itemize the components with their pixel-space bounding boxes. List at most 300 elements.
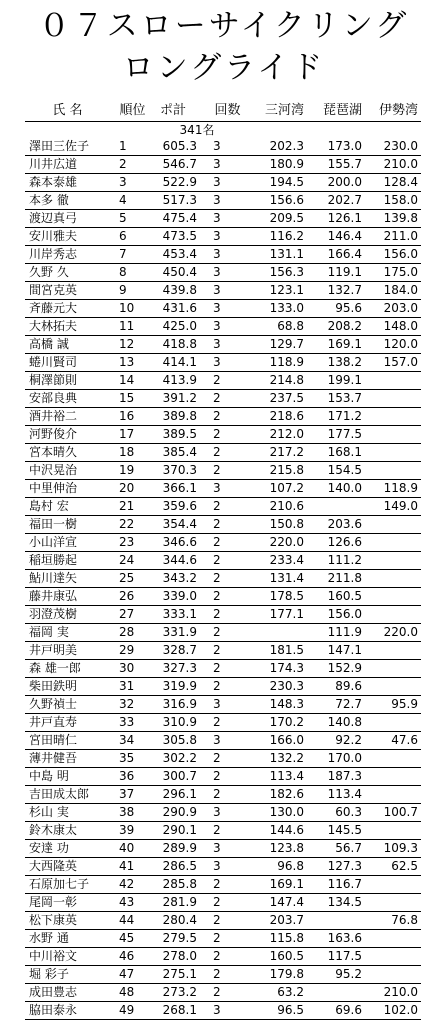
cell-count: 2 [207,444,245,462]
cell-name: 川井広道 [25,156,109,174]
cell-mikawa-bay: 123.8 [245,840,307,858]
cell-rank: 11 [109,318,149,336]
cell-mikawa-bay: 218.6 [245,408,307,426]
table-row [25,750,421,768]
cell-mikawa-bay: 203.7 [245,912,307,930]
table-row [25,570,421,588]
cell-rank: 15 [109,390,149,408]
cell-lake-biwa: 56.7 [307,840,365,858]
cell-ise-bay [365,930,421,948]
cell-count: 2 [207,912,245,930]
cell-count: 3 [207,210,245,228]
cell-rank: 47 [109,966,149,984]
cell-name: 福岡 実 [25,624,109,642]
cell-lake-biwa: 132.7 [307,282,365,300]
cell-count: 3 [207,696,245,714]
cell-lake-biwa: 171.2 [307,408,365,426]
cell-ise-bay [365,426,421,444]
cell-mikawa-bay: 230.3 [245,678,307,696]
table-row [25,966,421,984]
cell-name: 安部良典 [25,390,109,408]
cell-name: 小山洋宣 [25,534,109,552]
table-row [25,840,421,858]
total-entrants: 341名 [179,123,215,137]
cell-rank: 26 [109,588,149,606]
cell-points: 280.4 [149,912,207,930]
cell-ise-bay: 211.0 [365,228,421,246]
cell-lake-biwa: 138.2 [307,354,365,372]
cell-mikawa-bay: 156.3 [245,264,307,282]
cell-ise-bay: 203.0 [365,300,421,318]
cell-points: 346.6 [149,534,207,552]
cell-lake-biwa: 89.6 [307,678,365,696]
cell-points: 331.9 [149,624,207,642]
cell-rank: 18 [109,444,149,462]
cell-rank: 4 [109,192,149,210]
table-row [25,156,421,174]
cell-points: 546.7 [149,156,207,174]
cell-mikawa-bay: 214.8 [245,372,307,390]
cell-rank: 28 [109,624,149,642]
cell-points: 290.9 [149,804,207,822]
cell-points: 316.9 [149,696,207,714]
cell-name: 斉藤元大 [25,300,109,318]
cell-ise-bay [365,606,421,624]
cell-points: 275.1 [149,966,207,984]
header-name: 氏 名 [25,100,109,122]
cell-rank: 39 [109,822,149,840]
results-table [25,100,421,1020]
cell-mikawa-bay: 212.0 [245,426,307,444]
cell-count: 3 [207,858,245,876]
cell-lake-biwa: 187.3 [307,768,365,786]
cell-ise-bay: 158.0 [365,192,421,210]
cell-count: 2 [207,966,245,984]
cell-count: 3 [207,300,245,318]
cell-count: 3 [207,840,245,858]
cell-ise-bay: 148.0 [365,318,421,336]
cell-points: 453.4 [149,246,207,264]
cell-name: 杉山 実 [25,804,109,822]
cell-ise-bay: 230.0 [365,138,421,156]
cell-ise-bay: 139.8 [365,210,421,228]
cell-name: 中里伸治 [25,480,109,498]
cell-rank: 40 [109,840,149,858]
cell-ise-bay: 76.8 [365,912,421,930]
cell-name: 堀 彩子 [25,966,109,984]
cell-rank: 48 [109,984,149,1002]
cell-rank: 27 [109,606,149,624]
cell-ise-bay [365,876,421,894]
cell-ise-bay: 210.0 [365,156,421,174]
cell-lake-biwa: 134.5 [307,894,365,912]
cell-points: 391.2 [149,390,207,408]
page-title-line-1: ０７スローサイクリング [38,8,410,44]
cell-name: 安川雅夫 [25,228,109,246]
cell-lake-biwa: 177.5 [307,426,365,444]
cell-points: 389.8 [149,408,207,426]
cell-count: 3 [207,156,245,174]
cell-count: 3 [207,354,245,372]
table-row [25,336,421,354]
cell-name: 間宮克英 [25,282,109,300]
cell-rank: 13 [109,354,149,372]
table-row [25,300,421,318]
cell-ise-bay: 156.0 [365,246,421,264]
cell-count: 3 [207,138,245,156]
header-lake-biwa: 琵琶湖 [307,100,365,122]
cell-name: 羽澄茂樹 [25,606,109,624]
cell-name: 石原加七子 [25,876,109,894]
cell-points: 328.7 [149,642,207,660]
cell-rank: 35 [109,750,149,768]
cell-lake-biwa [307,912,365,930]
cell-mikawa-bay: 178.5 [245,588,307,606]
cell-lake-biwa: 119.1 [307,264,365,282]
cell-lake-biwa: 202.7 [307,192,365,210]
cell-points: 475.4 [149,210,207,228]
cell-rank: 22 [109,516,149,534]
cell-mikawa-bay: 68.8 [245,318,307,336]
cell-rank: 20 [109,480,149,498]
cell-points: 290.1 [149,822,207,840]
header-rank: 順位 [109,100,149,122]
table-row [25,264,421,282]
cell-points: 302.2 [149,750,207,768]
cell-rank: 17 [109,426,149,444]
cell-points: 370.3 [149,462,207,480]
cell-lake-biwa: 155.7 [307,156,365,174]
table-row [25,948,421,966]
cell-points: 439.8 [149,282,207,300]
table-row [25,210,421,228]
cell-name: 中島 明 [25,768,109,786]
cell-lake-biwa: 160.5 [307,588,365,606]
cell-ise-bay [365,642,421,660]
table-row [25,696,421,714]
cell-rank: 6 [109,228,149,246]
table-row [25,588,421,606]
cell-rank: 2 [109,156,149,174]
cell-ise-bay [365,408,421,426]
cell-lake-biwa: 163.6 [307,930,365,948]
cell-ise-bay: 128.4 [365,174,421,192]
table-header-row [25,100,421,122]
cell-mikawa-bay: 160.5 [245,948,307,966]
cell-points: 605.3 [149,138,207,156]
cell-rank: 12 [109,336,149,354]
cell-ise-bay: 210.0 [365,984,421,1002]
cell-mikawa-bay: 130.0 [245,804,307,822]
cell-count: 2 [207,534,245,552]
cell-name: 酒井裕二 [25,408,109,426]
cell-points: 450.4 [149,264,207,282]
table-row [25,1002,421,1020]
cell-mikawa-bay: 233.4 [245,552,307,570]
cell-points: 359.6 [149,498,207,516]
cell-points: 273.2 [149,984,207,1002]
cell-count: 2 [207,786,245,804]
cell-rank: 45 [109,930,149,948]
cell-name: 本多 徹 [25,192,109,210]
cell-mikawa-bay: 131.4 [245,570,307,588]
cell-points: 296.1 [149,786,207,804]
table-row [25,228,421,246]
cell-mikawa-bay: 123.1 [245,282,307,300]
table-row [25,480,421,498]
cell-mikawa-bay: 181.5 [245,642,307,660]
cell-name: 澤田三佐子 [25,138,109,156]
cell-name: 柴田鉄明 [25,678,109,696]
cell-ise-bay [365,768,421,786]
cell-lake-biwa: 92.2 [307,732,365,750]
cell-lake-biwa: 140.8 [307,714,365,732]
cell-points: 344.6 [149,552,207,570]
cell-count: 2 [207,930,245,948]
cell-name: 高橋 誠 [25,336,109,354]
cell-name: 森 雄一郎 [25,660,109,678]
table-row [25,174,421,192]
cell-count: 3 [207,264,245,282]
cell-rank: 42 [109,876,149,894]
cell-points: 522.9 [149,174,207,192]
table-row [25,534,421,552]
cell-ise-bay: 95.9 [365,696,421,714]
cell-mikawa-bay: 215.8 [245,462,307,480]
cell-count: 3 [207,480,245,498]
cell-mikawa-bay: 107.2 [245,480,307,498]
cell-rank: 21 [109,498,149,516]
table-row [25,444,421,462]
cell-points: 339.0 [149,588,207,606]
cell-count: 2 [207,642,245,660]
cell-mikawa-bay: 147.4 [245,894,307,912]
cell-ise-bay: 118.9 [365,480,421,498]
cell-count: 2 [207,894,245,912]
cell-ise-bay [365,444,421,462]
header-count: 回数 [207,100,245,122]
cell-count: 2 [207,714,245,732]
cell-count: 2 [207,426,245,444]
cell-ise-bay: 149.0 [365,498,421,516]
cell-count: 2 [207,552,245,570]
header-points: ポ計 [149,100,207,122]
table-row [25,804,421,822]
cell-rank: 36 [109,768,149,786]
cell-count: 2 [207,588,245,606]
table-row [25,912,421,930]
cell-mikawa-bay [245,624,307,642]
cell-lake-biwa: 152.9 [307,660,365,678]
cell-name: 安達 功 [25,840,109,858]
table-row [25,642,421,660]
cell-rank: 44 [109,912,149,930]
cell-mikawa-bay: 131.1 [245,246,307,264]
cell-name: 吉田成太郎 [25,786,109,804]
cell-mikawa-bay: 115.8 [245,930,307,948]
header-ise-bay: 伊勢湾 [365,100,421,122]
cell-name: 尾岡一彰 [25,894,109,912]
cell-mikawa-bay: 129.7 [245,336,307,354]
cell-name: 大西隆英 [25,858,109,876]
cell-ise-bay: 102.0 [365,1002,421,1020]
cell-name: 川岸秀志 [25,246,109,264]
cell-count: 3 [207,318,245,336]
cell-lake-biwa: 156.0 [307,606,365,624]
cell-count: 2 [207,498,245,516]
table-row [25,732,421,750]
cell-points: 300.7 [149,768,207,786]
cell-ise-bay [365,462,421,480]
cell-count: 2 [207,660,245,678]
cell-mikawa-bay: 237.5 [245,390,307,408]
table-row [25,354,421,372]
table-row [25,552,421,570]
cell-count: 2 [207,390,245,408]
cell-mikawa-bay: 177.1 [245,606,307,624]
cell-points: 354.4 [149,516,207,534]
cell-ise-bay: 47.6 [365,732,421,750]
cell-count: 2 [207,948,245,966]
cell-mikawa-bay: 96.8 [245,858,307,876]
cell-lake-biwa: 117.5 [307,948,365,966]
cell-rank: 29 [109,642,149,660]
table-row [25,318,421,336]
cell-rank: 25 [109,570,149,588]
cell-name: 鮎川達矢 [25,570,109,588]
cell-points: 319.9 [149,678,207,696]
cell-name: 井戸直寿 [25,714,109,732]
cell-count: 3 [207,246,245,264]
cell-rank: 30 [109,660,149,678]
cell-rank: 3 [109,174,149,192]
cell-lake-biwa: 113.4 [307,786,365,804]
cell-mikawa-bay: 150.8 [245,516,307,534]
cell-ise-bay [365,750,421,768]
cell-points: 305.8 [149,732,207,750]
cell-rank: 8 [109,264,149,282]
cell-points: 279.5 [149,930,207,948]
cell-name: 中川裕文 [25,948,109,966]
cell-rank: 9 [109,282,149,300]
cell-rank: 37 [109,786,149,804]
cell-points: 281.9 [149,894,207,912]
cell-mikawa-bay: 156.6 [245,192,307,210]
cell-lake-biwa: 95.2 [307,966,365,984]
cell-name: 島村 宏 [25,498,109,516]
cell-lake-biwa: 140.0 [307,480,365,498]
cell-lake-biwa: 166.4 [307,246,365,264]
cell-lake-biwa: 95.6 [307,300,365,318]
cell-name: 稲垣勝起 [25,552,109,570]
cell-rank: 23 [109,534,149,552]
cell-lake-biwa: 153.7 [307,390,365,408]
cell-lake-biwa: 126.6 [307,534,365,552]
cell-mikawa-bay: 209.5 [245,210,307,228]
cell-name: 脇田泰永 [25,1002,109,1020]
cell-lake-biwa: 203.6 [307,516,365,534]
cell-points: 414.1 [149,354,207,372]
cell-name: 水野 通 [25,930,109,948]
cell-lake-biwa [307,498,365,516]
cell-name: 渡辺真弓 [25,210,109,228]
cell-name: 大林拓夫 [25,318,109,336]
cell-lake-biwa: 111.9 [307,624,365,642]
cell-count: 2 [207,516,245,534]
cell-ise-bay: 100.7 [365,804,421,822]
cell-count: 2 [207,822,245,840]
cell-name: 成田豊志 [25,984,109,1002]
cell-ise-bay: 184.0 [365,282,421,300]
cell-name: 桐澤節則 [25,372,109,390]
cell-rank: 41 [109,858,149,876]
cell-count: 2 [207,876,245,894]
cell-lake-biwa: 200.0 [307,174,365,192]
table-row [25,786,421,804]
cell-lake-biwa: 127.3 [307,858,365,876]
cell-points: 278.0 [149,948,207,966]
cell-lake-biwa: 211.8 [307,570,365,588]
cell-rank: 7 [109,246,149,264]
cell-mikawa-bay: 179.8 [245,966,307,984]
cell-lake-biwa: 173.0 [307,138,365,156]
cell-lake-biwa: 147.1 [307,642,365,660]
cell-points: 268.1 [149,1002,207,1020]
cell-points: 343.2 [149,570,207,588]
cell-rank: 19 [109,462,149,480]
cell-count: 2 [207,408,245,426]
cell-count: 2 [207,678,245,696]
cell-ise-bay: 109.3 [365,840,421,858]
cell-points: 333.1 [149,606,207,624]
cell-count: 3 [207,804,245,822]
cell-mikawa-bay: 202.3 [245,138,307,156]
page-title-line-2: ロングライド [122,50,326,86]
cell-ise-bay [365,822,421,840]
cell-ise-bay: 220.0 [365,624,421,642]
table-row [25,714,421,732]
cell-rank: 14 [109,372,149,390]
cell-points: 418.8 [149,336,207,354]
cell-lake-biwa: 72.7 [307,696,365,714]
cell-points: 413.9 [149,372,207,390]
cell-ise-bay [365,948,421,966]
cell-rank: 16 [109,408,149,426]
cell-rank: 33 [109,714,149,732]
cell-points: 473.5 [149,228,207,246]
cell-mikawa-bay: 113.4 [245,768,307,786]
cell-rank: 5 [109,210,149,228]
cell-count: 3 [207,192,245,210]
cell-mikawa-bay: 148.3 [245,696,307,714]
cell-lake-biwa: 199.1 [307,372,365,390]
cell-count: 2 [207,606,245,624]
cell-name: 河野俊介 [25,426,109,444]
cell-ise-bay [365,390,421,408]
table-row [25,138,421,156]
cell-mikawa-bay: 217.2 [245,444,307,462]
cell-ise-bay [365,552,421,570]
cell-points: 425.0 [149,318,207,336]
cell-lake-biwa: 111.2 [307,552,365,570]
table-row [25,678,421,696]
cell-rank: 24 [109,552,149,570]
cell-ise-bay [365,588,421,606]
cell-lake-biwa: 69.6 [307,1002,365,1020]
cell-count: 2 [207,462,245,480]
cell-rank: 49 [109,1002,149,1020]
cell-count: 3 [207,228,245,246]
